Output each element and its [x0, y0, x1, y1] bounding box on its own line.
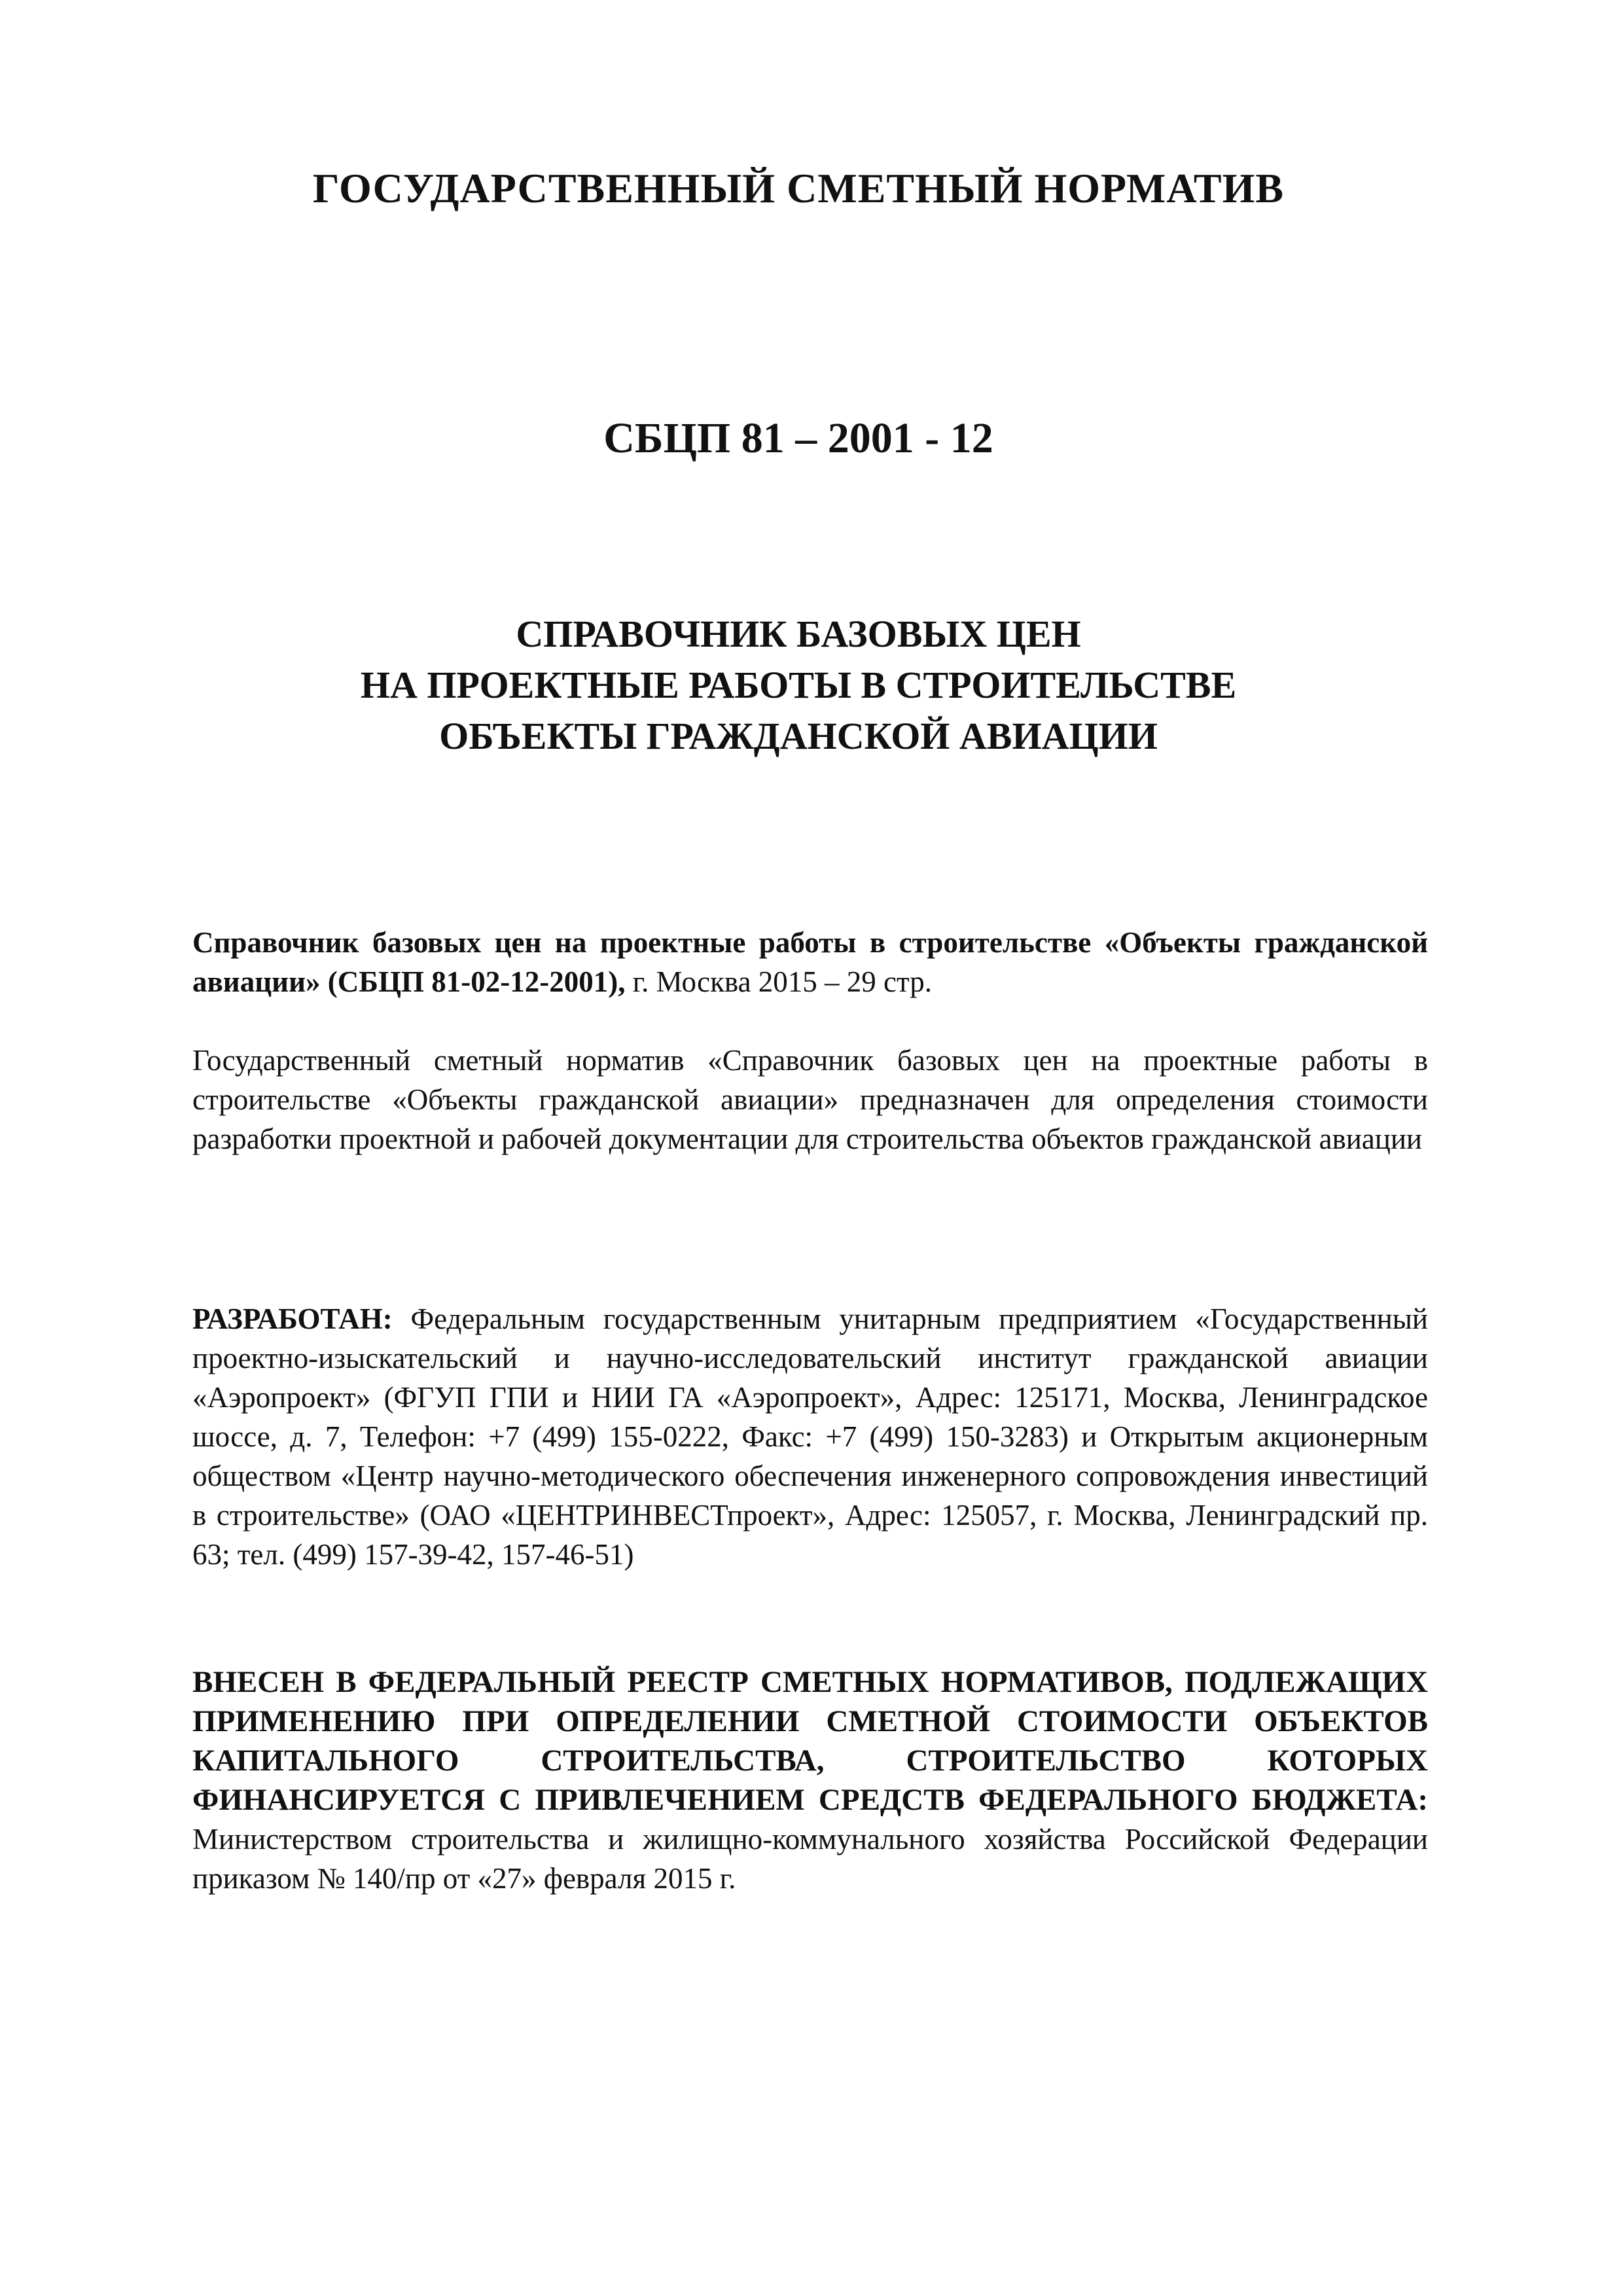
purpose-paragraph: Государственный сметный норматив «Справочник базовых цен на проектные работы в строительстве «Объекты гражданской авиации» предназначен для определения стоимости разработки проектной и рабочей документации для строительства объектов гражданской авиации — [192, 1044, 1428, 1155]
document-subtitle — [0, 609, 1610, 762]
description-regular: г. Москва 2015 – 29 стр. — [625, 965, 932, 998]
document-header-title: ГОСУДАРСТВЕННЫЙ СМЕТНЫЙ НОРМАТИВ — [312, 165, 1285, 211]
description-bold: Справочник базовых цен на проектные работы в строительстве «Объекты гражданской авиации» (СБЦП 81-02-12-2001), — [192, 926, 1428, 998]
subtitle-line-3: ОБЪЕКТЫ ГРАЖДАНСКОЙ АВИАЦИИ — [439, 715, 1158, 757]
developed-label: РАЗРАБОТАН: — [192, 1302, 393, 1335]
registry-label: ВНЕСЕН В ФЕДЕРАЛЬНЫЙ РЕЕСТР СМЕТНЫХ НОРМАТИВОВ, ПОДЛЕЖАЩИХ ПРИМЕНЕНИЮ ПРИ ОПРЕДЕЛЕНИИ СМЕТНОЙ СТОИМОСТИ ОБЪЕКТОВ КАПИТАЛЬНОГО СТРОИТЕЛЬСТВА, СТРОИТЕЛЬСТВО КОТОРЫХ ФИНАНСИРУЕТСЯ С ПРИВЛЕЧЕНИЕМ СРЕДСТВ ФЕДЕРАЛЬНОГО БЮДЖЕТА: — [192, 1665, 1428, 1817]
description-paragraph — [192, 923, 1428, 1001]
subtitle-line-2: НА ПРОЕКТНЫЕ РАБОТЫ В СТРОИТЕЛЬСТВЕ — [360, 664, 1237, 706]
document-code: СБЦП 81 – 2001 - 12 — [603, 414, 993, 462]
subtitle-line-1: СПРАВОЧНИК БАЗОВЫХ ЦЕН — [516, 613, 1081, 655]
developed-text: Федеральным государственным унитарным предприятием «Государственный проектно-изыскательский и научно-исследовательский институт гражданской авиации «Аэропроект» (ФГУП ГПИ и НИИ ГА «Аэропроект», Адрес: 125171, Москва, Ленинградское шоссе, д. 7, Телефон: +7 (499) 155-0222, Факс: +7 (499) 150-3283) и Открытым акционерным обществом «Центр научно-методического обеспечения инженерного сопровождения инвестиций в строительстве» (ОАО «ЦЕНТРИНВЕСТпроект», Адрес: 125057, г. Москва, Ленинградский пр. 63; тел. (499) 157-39-42, 157-46-51) — [192, 1302, 1428, 1571]
registry-paragraph — [192, 1662, 1428, 1898]
developed-paragraph — [192, 1299, 1428, 1574]
registry-text: Министерством строительства и жилищно-коммунального хозяйства Российской Федерации приказом № 140/пр от «27» февраля 2015 г. — [192, 1823, 1428, 1895]
